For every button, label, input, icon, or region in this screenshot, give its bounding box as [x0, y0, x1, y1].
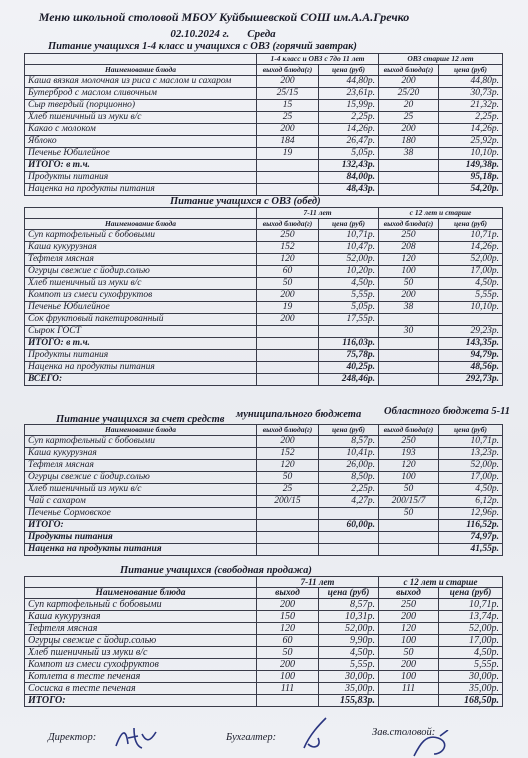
table-row: [25, 472, 503, 484]
portion-cell: 120: [379, 254, 439, 266]
table-header-row: [25, 219, 503, 230]
price-cell: 4,50р.: [439, 647, 503, 659]
col-price-header: цена (руб): [439, 425, 503, 436]
price-cell: 10,10р.: [439, 302, 503, 314]
portion-cell: 100: [379, 635, 439, 647]
portion-cell: 100: [379, 472, 439, 484]
price-cell: 52,00р.: [319, 254, 379, 266]
total-row: ИТОГО: 60,00р. 116,52р.: [25, 520, 503, 532]
portion-cell: 120: [379, 460, 439, 472]
markup-row: Наценка на продукты питания 41,55р.: [25, 544, 503, 556]
portion-cell: 150: [257, 611, 319, 623]
portion-cell: 250: [379, 436, 439, 448]
price-cell: [439, 314, 503, 326]
table-row: [25, 254, 503, 266]
portion-cell: 208: [379, 242, 439, 254]
table-row: [25, 88, 503, 100]
price-cell: 10,71р.: [439, 436, 503, 448]
col-price-header: цена (руб): [319, 425, 379, 436]
price-cell: 17,00р.: [439, 266, 503, 278]
portion-cell: 200: [257, 124, 319, 136]
group-label: 7-11 лет: [257, 208, 379, 219]
accountant-label: Бухгалтер:: [226, 732, 277, 743]
portion-cell: 38: [379, 302, 439, 314]
section2-title: Питание учащихся с ОВЗ (обед): [170, 196, 321, 207]
price-cell: 5,05р.: [319, 302, 379, 314]
portion-cell: [379, 314, 439, 326]
dish-name-cell: Тефтеля мясная: [25, 254, 257, 266]
portion-cell: 50: [257, 278, 319, 290]
table-row: [25, 302, 503, 314]
price-cell: 4,50р.: [319, 647, 379, 659]
portion-cell: 50: [257, 647, 319, 659]
accountant-signature: [298, 716, 334, 756]
price-cell: 17,00р.: [439, 472, 503, 484]
portion-cell: 25: [379, 112, 439, 124]
dish-name-cell: Суп картофельный с бобовыми: [25, 230, 257, 242]
portion-cell: 15: [257, 100, 319, 112]
price-cell: 17,55р.: [319, 314, 379, 326]
portion-cell: 60: [257, 635, 319, 647]
price-cell: [319, 508, 379, 520]
price-cell: 6,12р.: [439, 496, 503, 508]
group-label: ОВЗ старше 12 лет: [379, 54, 503, 65]
portion-cell: 50: [379, 647, 439, 659]
price-cell: 30,00р.: [319, 671, 379, 683]
director-signature: [112, 724, 162, 754]
price-cell: 17,00р.: [439, 635, 503, 647]
price-cell: 5,55р.: [439, 290, 503, 302]
table-body: [25, 599, 503, 695]
price-cell: 13,74р.: [439, 611, 503, 623]
dish-name-cell: Каша вязкая молочная из риса с маслом и сахаром: [25, 76, 257, 88]
lunch-table: [24, 207, 503, 386]
price-cell: 5,55р.: [439, 659, 503, 671]
free-sale-table: [24, 576, 503, 707]
portion-cell: 200: [379, 124, 439, 136]
dish-name-cell: Чай с сахаром: [25, 496, 257, 508]
table-row: [25, 436, 503, 448]
portion-cell: 50: [257, 472, 319, 484]
col-out-header: выход блюда(г): [257, 425, 319, 436]
portion-cell: [257, 326, 319, 338]
portion-cell: 100: [379, 671, 439, 683]
table-row: [25, 635, 503, 647]
portion-cell: 30: [379, 326, 439, 338]
portion-cell: 50: [379, 484, 439, 496]
products-row: Продукты питания 74,97р.: [25, 532, 503, 544]
portion-cell: 120: [379, 623, 439, 635]
price-cell: 25,92р.: [439, 136, 503, 148]
dish-name-cell: Сосиска в тесте печеная: [25, 683, 257, 695]
price-cell: 10,31р.: [319, 611, 379, 623]
col-out-header: выход блюда(г): [257, 65, 319, 76]
table-row: [25, 460, 503, 472]
dish-name-cell: Хлеб пшеничный из муки в/с: [25, 484, 257, 496]
price-cell: 2,25р.: [439, 112, 503, 124]
dish-name-cell: Суп картофельный с бобовыми: [25, 599, 257, 611]
table-row: [25, 76, 503, 88]
total-row: ИТОГО: в т.ч. 116,03р. 143,35р.: [25, 338, 503, 350]
col-price-header: цена (руб): [439, 588, 503, 599]
price-cell: 44,80р.: [439, 76, 503, 88]
price-cell: 10,20р.: [319, 266, 379, 278]
dish-name-cell: Хлеб пшеничный из муки в/с: [25, 647, 257, 659]
col-name-header: Наименование блюда: [25, 425, 257, 436]
portion-cell: 200: [379, 76, 439, 88]
dish-name-cell: Сок фруктовый пакетированный: [25, 314, 257, 326]
section4-title: Питание учащихся (свободная продажа): [120, 565, 312, 576]
col-price-header: цена (руб): [319, 588, 379, 599]
portion-cell: [257, 508, 319, 520]
col-price-header: цена (руб): [439, 219, 503, 230]
table-row: [25, 148, 503, 160]
canteen-head-label: Зав.столовой:: [372, 727, 436, 738]
portion-cell: 60: [257, 266, 319, 278]
weekday-text: Среда: [247, 28, 276, 40]
dish-name-cell: Огурцы свежие с йодир.солью: [25, 472, 257, 484]
markup-row: Наценка на продукты питания 40,25р. 48,56р.: [25, 362, 503, 374]
dish-name-cell: Сыр твердый (порционно): [25, 100, 257, 112]
date-text: 02.10.2024 г.: [170, 28, 230, 40]
price-cell: 8,50р.: [319, 472, 379, 484]
portion-cell: 19: [257, 148, 319, 160]
dish-name-cell: Печенье Сормовское: [25, 508, 257, 520]
price-cell: 30,73р.: [439, 88, 503, 100]
portion-cell: 200: [257, 290, 319, 302]
table-row: [25, 112, 503, 124]
total-row: ИТОГО: в т.ч. 132,43р. 149,38р.: [25, 160, 503, 172]
products-row: Продукты питания 75,78р. 94,79р.: [25, 350, 503, 362]
price-cell: 2,25р.: [319, 484, 379, 496]
table-row: [25, 484, 503, 496]
table-body: [25, 76, 503, 160]
portion-cell: 111: [379, 683, 439, 695]
dish-name-cell: Огурцы свежие с йодир.солью: [25, 266, 257, 278]
table-group-row: [25, 208, 503, 219]
budget-table: [24, 424, 503, 556]
dish-name-cell: Печенье Юбилейное: [25, 148, 257, 160]
section3-title: Питание учащихся за счет средств: [56, 414, 225, 425]
price-cell: 14,26р.: [439, 242, 503, 254]
table-row: [25, 683, 503, 695]
table-row: [25, 659, 503, 671]
col-price-header: цена (руб): [319, 219, 379, 230]
dish-name-cell: Каша кукурузная: [25, 448, 257, 460]
col-price-header: цена (руб): [439, 65, 503, 76]
price-cell: 12,96р.: [439, 508, 503, 520]
portion-cell: 100: [379, 266, 439, 278]
col-out-header: выход: [257, 588, 319, 599]
price-cell: 10,10р.: [439, 148, 503, 160]
dish-name-cell: Тефтеля мясная: [25, 460, 257, 472]
portion-cell: 152: [257, 242, 319, 254]
portion-cell: 184: [257, 136, 319, 148]
portion-cell: 20: [379, 100, 439, 112]
table-row: [25, 290, 503, 302]
dish-name-cell: Суп картофельный с бобовыми: [25, 436, 257, 448]
table-row: [25, 124, 503, 136]
group-label: 7-11 лет: [257, 577, 379, 588]
breakfast-table: [24, 53, 503, 196]
portion-cell: 200: [257, 76, 319, 88]
price-cell: 52,00р.: [439, 623, 503, 635]
price-cell: 4,27р.: [319, 496, 379, 508]
section1-title: Питание учащихся 1-4 класс и учащихся с ОВЗ (горячий завтрак): [48, 41, 357, 52]
col-price-header: цена (руб): [319, 65, 379, 76]
grand-total-row: ВСЕГО: 248,46р. 292,73р.: [25, 374, 503, 386]
dish-name-cell: Печенье Юбилейное: [25, 302, 257, 314]
price-cell: 35,00р.: [439, 683, 503, 695]
portion-cell: 250: [379, 599, 439, 611]
price-cell: 10,41р.: [319, 448, 379, 460]
price-cell: 10,47р.: [319, 242, 379, 254]
price-cell: 30,00р.: [439, 671, 503, 683]
portion-cell: 25: [257, 112, 319, 124]
col-out-header: выход блюда(г): [379, 65, 439, 76]
price-cell: 10,71р.: [319, 230, 379, 242]
portion-cell: 25/20: [379, 88, 439, 100]
price-cell: 4,50р.: [439, 484, 503, 496]
portion-cell: 200: [379, 611, 439, 623]
price-cell: 29,23р.: [439, 326, 503, 338]
dish-name-cell: Хлеб пшеничный из муки в/с: [25, 112, 257, 124]
price-cell: 23,61р.: [319, 88, 379, 100]
portion-cell: 250: [379, 230, 439, 242]
price-cell: 52,00р.: [319, 623, 379, 635]
portion-cell: 50: [379, 508, 439, 520]
dish-name-cell: Каша кукурузная: [25, 611, 257, 623]
table-row: [25, 623, 503, 635]
col-out-header: выход блюда(г): [379, 425, 439, 436]
portion-cell: 200: [257, 659, 319, 671]
table-row: [25, 611, 503, 623]
products-row: Продукты питания 84,00р. 95,18р.: [25, 172, 503, 184]
price-cell: 5,55р.: [319, 659, 379, 671]
section3-title-right: Областного бюджета 5-11: [384, 406, 511, 417]
portion-cell: 100: [257, 671, 319, 683]
director-label: Директор:: [48, 732, 97, 743]
dish-name-cell: Компот из смеси сухофруктов: [25, 290, 257, 302]
portion-cell: 38: [379, 148, 439, 160]
dish-name-cell: Котлета в тесте печеная: [25, 671, 257, 683]
portion-cell: 180: [379, 136, 439, 148]
portion-cell: 50: [379, 278, 439, 290]
markup-row: Наценка на продукты питания 48,43р. 54,20р.: [25, 184, 503, 196]
price-cell: 8,57р.: [319, 599, 379, 611]
price-cell: 2,25р.: [319, 112, 379, 124]
price-cell: 9,90р.: [319, 635, 379, 647]
group-label: с 12 лет и старше: [379, 577, 503, 588]
menu-title: Меню школьной столовой МБОУ Куйбышевской СОШ им.А.А.Гречко: [38, 10, 410, 24]
portion-cell: 200/15/7: [379, 496, 439, 508]
price-cell: 4,50р.: [439, 278, 503, 290]
price-cell: [319, 326, 379, 338]
dish-name-cell: Яблоко: [25, 136, 257, 148]
table-body: [25, 230, 503, 338]
table-group-row: [25, 54, 503, 65]
portion-cell: 111: [257, 683, 319, 695]
col-name-header: Наименование блюда: [25, 65, 257, 76]
group-label: с 12 лет и старше: [379, 208, 503, 219]
portion-cell: 193: [379, 448, 439, 460]
portion-cell: 120: [257, 460, 319, 472]
canteen-head-signature: [410, 730, 454, 758]
table-row: [25, 242, 503, 254]
price-cell: 52,00р.: [439, 254, 503, 266]
price-cell: 26,00р.: [319, 460, 379, 472]
col-name-header: Наименование блюда: [25, 219, 257, 230]
portion-cell: 200: [379, 290, 439, 302]
portion-cell: 250: [257, 230, 319, 242]
price-cell: 13,23р.: [439, 448, 503, 460]
portion-cell: 200: [257, 599, 319, 611]
price-cell: 26,47р.: [319, 136, 379, 148]
menu-date: [0, 28, 478, 40]
price-cell: 10,71р.: [439, 230, 503, 242]
table-row: [25, 136, 503, 148]
table-row: [25, 671, 503, 683]
table-header-row: [25, 65, 503, 76]
price-cell: 52,00р.: [439, 460, 503, 472]
portion-cell: 200: [257, 314, 319, 326]
portion-cell: 25: [257, 484, 319, 496]
portion-cell: 120: [257, 254, 319, 266]
col-name-header: Наименование блюда: [25, 588, 257, 599]
table-row: [25, 508, 503, 520]
col-out-header: выход: [379, 588, 439, 599]
price-cell: 35,00р.: [319, 683, 379, 695]
dish-name-cell: Огурцы свежие с йодир.солью: [25, 635, 257, 647]
table-row: [25, 100, 503, 112]
price-cell: 8,57р.: [319, 436, 379, 448]
dish-name-cell: Компот из смеси сухофруктов: [25, 659, 257, 671]
portion-cell: 200/15: [257, 496, 319, 508]
table-row: [25, 448, 503, 460]
table-header-row: [25, 588, 503, 599]
portion-cell: 25/15: [257, 88, 319, 100]
table-group-row: [25, 577, 503, 588]
table-body: [25, 436, 503, 520]
price-cell: 44,80р.: [319, 76, 379, 88]
col-out-header: выход блюда(г): [257, 219, 319, 230]
price-cell: 15,99р.: [319, 100, 379, 112]
section3-title-mid: муниципального бюджета: [236, 409, 362, 420]
dish-name-cell: Хлеб пшеничный из муки в/с: [25, 278, 257, 290]
group-label: 1-4 класс и ОВЗ с 7до 11 лет: [257, 54, 379, 65]
price-cell: 5,05р.: [319, 148, 379, 160]
col-out-header: выход блюда(г): [379, 219, 439, 230]
table-row: [25, 496, 503, 508]
dish-name-cell: Сырок ГОСТ: [25, 326, 257, 338]
price-cell: 10,71р.: [439, 599, 503, 611]
table-row: [25, 278, 503, 290]
portion-cell: 152: [257, 448, 319, 460]
portion-cell: 19: [257, 302, 319, 314]
table-row: [25, 314, 503, 326]
table-row: [25, 230, 503, 242]
price-cell: 14,26р.: [439, 124, 503, 136]
dish-name-cell: Тефтеля мясная: [25, 623, 257, 635]
price-cell: 14,26р.: [319, 124, 379, 136]
price-cell: 5,55р.: [319, 290, 379, 302]
portion-cell: 200: [257, 436, 319, 448]
dish-name-cell: Бутерброд с маслом сливочным: [25, 88, 257, 100]
total-row: ИТОГО: 155,83р. 168,50р.: [25, 695, 503, 707]
table-row: [25, 326, 503, 338]
portion-cell: 200: [379, 659, 439, 671]
dish-name-cell: Какао с молоком: [25, 124, 257, 136]
price-cell: 4,50р.: [319, 278, 379, 290]
portion-cell: 120: [257, 623, 319, 635]
dish-name-cell: Каша кукурузная: [25, 242, 257, 254]
table-row: [25, 266, 503, 278]
table-row: [25, 647, 503, 659]
table-row: [25, 599, 503, 611]
price-cell: 21,32р.: [439, 100, 503, 112]
table-header-row: [25, 425, 503, 436]
